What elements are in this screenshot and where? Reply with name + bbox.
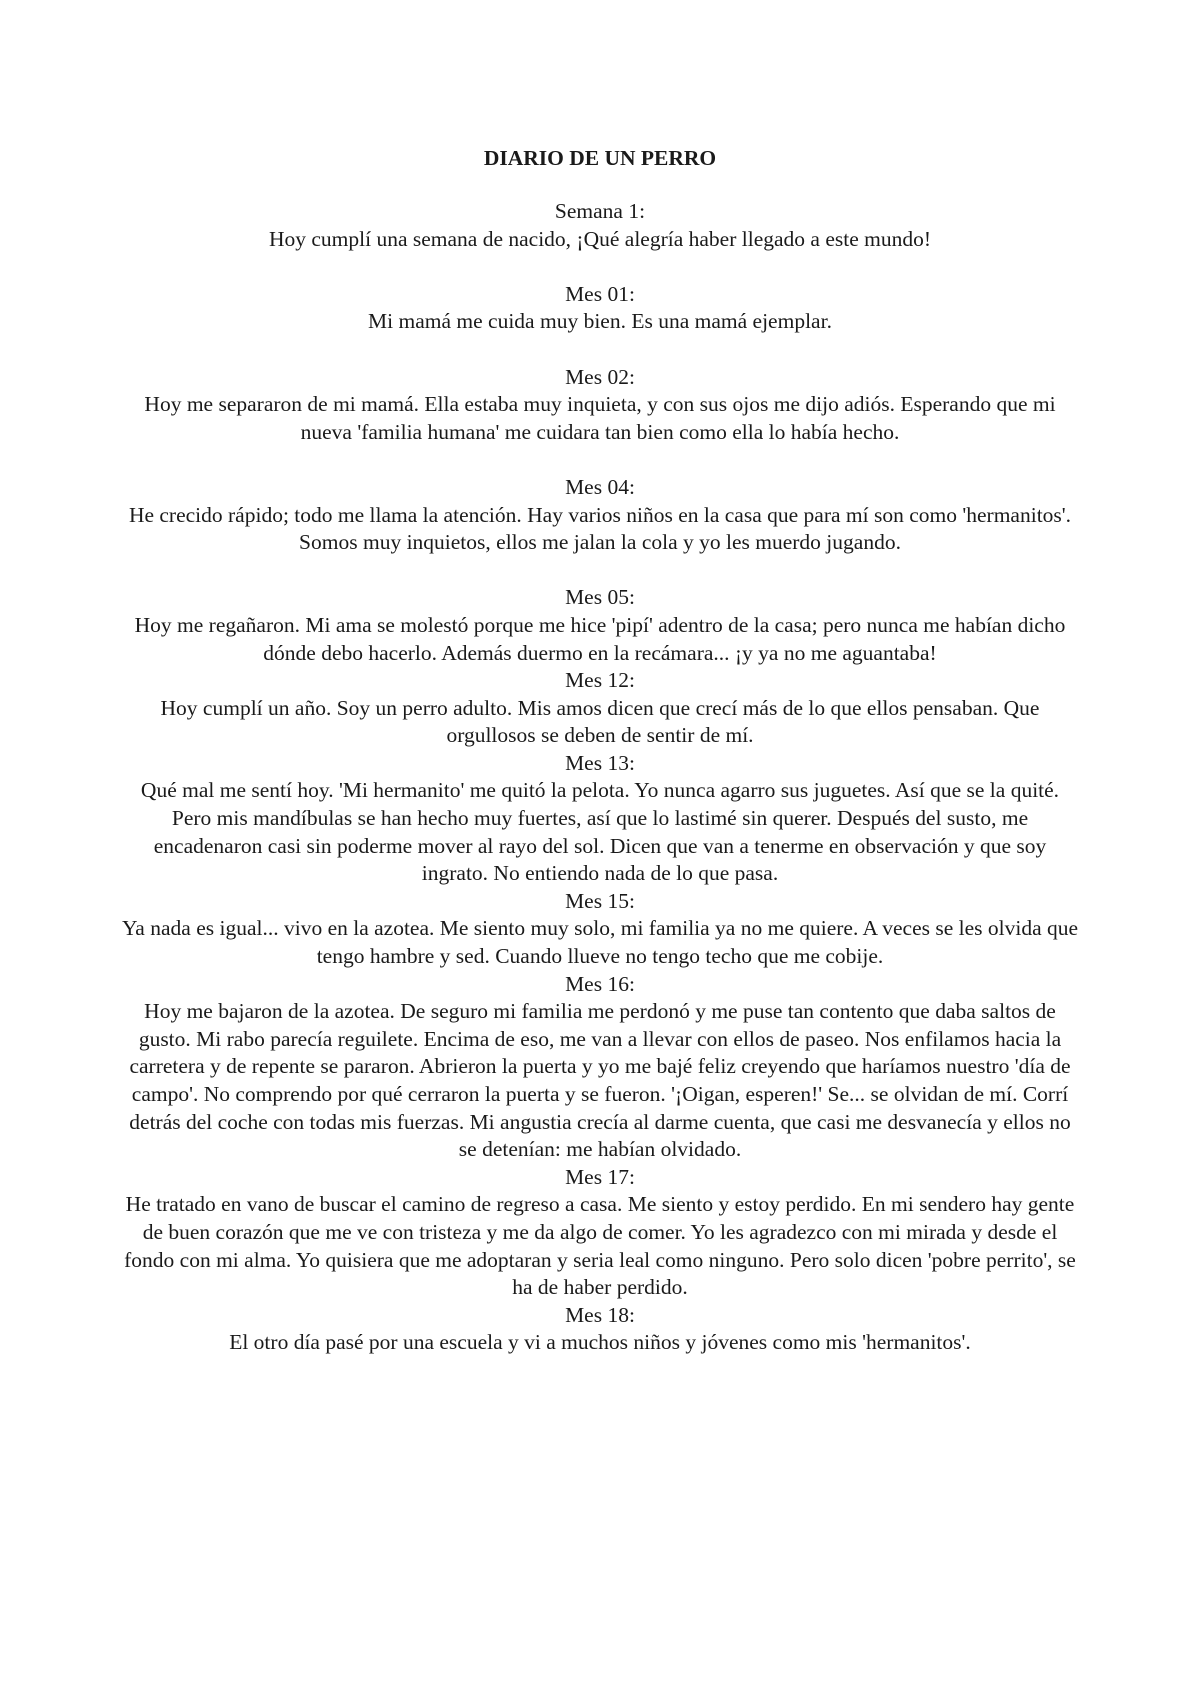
diary-entry bbox=[120, 888, 1080, 971]
entry-heading: Mes 02: bbox=[565, 364, 635, 389]
entry-heading: Mes 05: bbox=[565, 585, 635, 610]
entry-text: Hoy cumplí una semana de nacido, ¡Qué alegría haber llegado a este mundo! bbox=[268, 226, 932, 251]
entry-heading: Mes 18: bbox=[565, 1302, 635, 1327]
diary-entry bbox=[120, 1302, 1080, 1357]
diary-entry bbox=[120, 971, 1080, 1164]
entry-text: El otro día pasé por una escuela y vi a muchos niños y jóvenes como mis 'hermanitos'. bbox=[229, 1330, 971, 1355]
entry-heading: Mes 12: bbox=[565, 668, 635, 693]
entry-heading: Semana 1: bbox=[554, 199, 646, 223]
diary-entry bbox=[120, 198, 1080, 253]
diary-entry bbox=[120, 750, 1080, 888]
diary-entry bbox=[120, 474, 1080, 557]
diary-entry bbox=[120, 667, 1080, 750]
entry-heading: Mes 16: bbox=[565, 971, 635, 996]
entry-heading: Mes 01: bbox=[565, 281, 635, 306]
entry-text: He tratado en vano de buscar el camino de regreso a casa. Me siento y estoy perdido. En mi sendero hay gente de buen corazón que me ve con tristeza y me da algo de comer. Yo les agradezco con mi mirada y desde el fondo con mi alma. Yo quisiera que me adoptaran y seria leal como ninguno. Pero solo dicen 'pobre perrito', se ha de haber perdido. bbox=[124, 1192, 1076, 1300]
document-title: DIARIO DE UN PERRO bbox=[483, 146, 717, 170]
entry-text: Hoy me separaron de mi mamá. Ella estaba muy inquieta, y con sus ojos me dijo adiós. Esperando que mi nueva 'familia humana' me cuidara tan bien como ella lo había hecho. bbox=[144, 392, 1056, 444]
diary-entry bbox=[120, 281, 1080, 336]
entry-heading: Mes 17: bbox=[565, 1164, 635, 1189]
diary-body bbox=[120, 198, 1080, 1357]
entry-text: Hoy me bajaron de la azotea. De seguro mi familia me perdonó y me puse tan contento que daba saltos de gusto. Mi rabo parecía reguilete. Encima de eso, me van a llevar con ellos de paseo. Nos enfilamos hacia la carretera y de repente se pararon. Abrieron la puerta y yo me bajé feliz creyendo que haríamos nuestro 'día de campo'. No comprendo por qué cerraron la puerta y se fueron. '¡Oigan, esperen!' Se... se olvidan de mí. Corrí detrás del coche con todas mis fuerzas. Mi angustia crecía al darme cuenta, que casi me desvanecía y ellos no se detenían: me habían olvidado. bbox=[129, 999, 1071, 1162]
document-page bbox=[120, 0, 1080, 1698]
entry-text: Hoy cumplí un año. Soy un perro adulto. Mis amos dicen que crecí más de lo que ellos pensaban. Que orgullosos se deben de sentir de mí. bbox=[160, 695, 1040, 748]
entry-text: Ya nada es igual... vivo en la azotea. Me siento muy solo, mi familia ya no me quiere. A veces se les olvida que tengo hambre y sed. Cuando llueve no tengo techo que me cobije. bbox=[121, 916, 1079, 969]
entry-text: Hoy me regañaron. Mi ama se molestó porque me hice 'pipí' adentro de la casa; pero nunca me habían dicho dónde debo hacerlo. Además duermo en la recámara... ¡y ya no me aguantaba! bbox=[134, 612, 1066, 665]
entry-heading: Mes 15: bbox=[565, 888, 635, 913]
entry-text: Mi mamá me cuida muy bien. Es una mamá ejemplar. bbox=[368, 309, 832, 334]
diary-entry bbox=[120, 1164, 1080, 1302]
diary-entry bbox=[120, 364, 1080, 447]
entry-text: He crecido rápido; todo me llama la atención. Hay varios niños en la casa que para mí son como 'hermanitos'. Somos muy inquietos, ellos me jalan la cola y yo les muerdo jugando. bbox=[128, 502, 1072, 555]
diary-entry bbox=[120, 584, 1080, 667]
entry-heading: Mes 04: bbox=[565, 474, 635, 499]
entry-heading: Mes 13: bbox=[565, 750, 635, 775]
entry-text: Qué mal me sentí hoy. 'Mi hermanito' me quitó la pelota. Yo nunca agarro sus juguetes. Así que se la quité. Pero mis mandíbulas se han hecho muy fuertes, así que lo lastimé sin querer. Después del susto, me encadenaron casi sin poderme mover al rayo del sol. Dicen que van a tenerme en observación y que soy ingrato. No entiendo nada de lo que pasa. bbox=[140, 778, 1060, 886]
